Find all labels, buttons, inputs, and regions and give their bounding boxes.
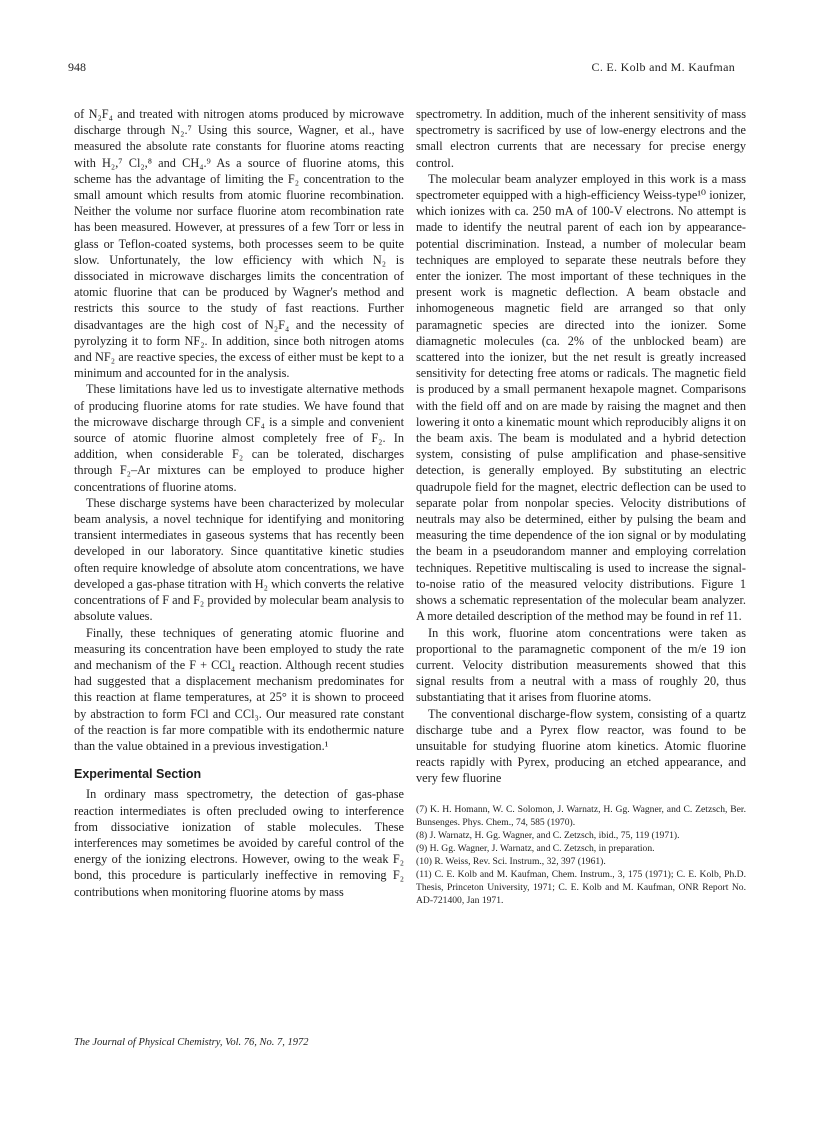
reference-item: (11) C. E. Kolb and M. Kaufman, Chem. Instrum., 3, 175 (1971); C. E. Kolb, Ph.D. Thesis, Princeton University, 1971; C. E. Kolb and M. Kaufman, ONR Report No. AD-721400, Jan 1971. [416, 869, 746, 907]
reference-item: (7) K. H. Homann, W. C. Solomon, J. Warnatz, H. Gg. Wagner, and C. Zetzsch, Ber. Bunsenges. Phys. Chem., 74, 585 (1970). [416, 803, 746, 828]
paragraph: These discharge systems have been characterized by molecular beam analysis, a novel technique for identifying and monitoring transient intermediates in gaseous systems that has recently been developed in our laboratory. Since quantitative kinetic studies often require knowledge of absolute atom concentrations, we have developed a gas-phase titration with H₂ which converts the relative concentrations of F and F₂ provided by molecular beam analysis to absolute values. [74, 495, 404, 624]
reference-item: (9) H. Gg. Wagner, J. Warnatz, and C. Zetzsch, in preparation. [416, 842, 655, 854]
right-column [416, 106, 746, 907]
journal-footer: The Journal of Physical Chemistry, Vol. 76, No. 7, 1972 [74, 1037, 309, 1048]
references [416, 803, 746, 908]
paragraph: of N₂F₄ and treated with nitrogen atoms produced by microwave discharge through N₂.⁷ Using this source, Wagner, et al., have measured the absolute rate constants for fluorine atoms reacting with H₂,⁷ Cl₂,⁸ and CH₄.⁹ As a source of fluorine atoms, this scheme has the advantage of limiting the F₂ concentration to the small amount which results from atomic fluorine recombination. Neither the volume nor surface fluorine atom recombination rate has been measured. However, at pressures of a few Torr or less in glass or Teflon-coated systems, both processes seem to be quite slow. Unfortunately, the low efficiency with which N₂ is dissociated in microwave discharges limits the concentration of atomic fluorine that can be produced by Wagner's method and restricts this source to the study of fast reactions. Further disadvantages are the high cost of N₂F₄ and the necessity of pyrolyzing it to form NF₂. In addition, since both nitrogen atoms and NF₂ are reactive species, the excess of either must be kept to a minimum and accounted for in the analysis. [74, 107, 404, 381]
paragraph: In this work, fluorine atom concentrations were taken as proportional to the paramagnetic component of the m/e 19 ion current. Velocity distribution measurements showed that this signal results from a neutral with a mass of roughly 20, thus substantiating that it arises from fluorine atoms. [416, 625, 746, 705]
paragraph: spectrometry. In addition, much of the inherent sensitivity of mass spectrometry is sacrificed by use of low-energy electrons and the small electron currents that are necessary for precise energy control. [416, 107, 746, 170]
page-number: 948 [68, 60, 86, 74]
paragraph: The conventional discharge-flow system, consisting of a quartz discharge tube and a Pyrex flow reactor, was found to be unsuitable for studying fluorine atom kinetics. Atomic fluorine reacts rapidly with Pyrex, producing an etched appearance, and very few fluorine [416, 706, 746, 786]
paragraph: These limitations have led us to investigate alternative methods of producing fluorine atoms for rate studies. We have found that the microwave discharge through CF₄ is a simple and convenient source of atomic fluorine almost completely free of F₂. In addition, when considerable F₂ can be tolerated, discharges through F₂–Ar mixtures can be employed to produce higher concentrations of fluorine atoms. [74, 382, 404, 494]
running-head-authors: C. E. Kolb and M. Kaufman [591, 60, 735, 74]
paragraph: In ordinary mass spectrometry, the detection of gas-phase reaction intermediates is often precluded owing to interference from dissociative ionization of stable molecules. These interferences may sometimes be avoided by careful control of the energy of the ionizing electrons. However, owing to the weak F₂ bond, this procedure is particularly ineffective in removing F₂ contributions when monitoring fluorine atoms by mass [74, 787, 404, 899]
section-heading: Experimental Section [74, 767, 202, 782]
reference-item: (8) J. Warnatz, H. Gg. Wagner, and C. Zetzsch, ibid., 75, 119 (1971). [416, 829, 680, 841]
paragraph: Finally, these techniques of generating atomic fluorine and measuring its concentration have been employed to study the rate and mechanism of the F + CCl₄ reaction. Although recent studies had suggested that a displacement mechanism predominates for this reaction at flame temperatures, at 25° it is shown to proceed by abstraction to form FCl and CCl₃. Our measured rate constant of the reaction is far more compatible with its endothermic nature than the value obtained in a previous investigation.¹ [74, 625, 404, 753]
reference-item: (10) R. Weiss, Rev. Sci. Instrum., 32, 397 (1961). [416, 855, 606, 867]
paragraph: The molecular beam analyzer employed in this work is a mass spectrometer equipped with a high-efficiency Weiss-type¹⁰ ionizer, which ionizes with ca. 250 mA of 100-V electrons. No attempt is made to identify the neutral parent of each ion by appearance-potential discrimination. Instead, a number of molecular beam techniques are employed to separate these neutrals before they enter the ionizer. The most important of these techniques in the present work is magnetic deflection. A beam obstacle and inhomogeneous magnetic field are arranged so that only paramagnetic species are directed into the ionizer. Some diamagnetic molecules (ca. 2% of the unblocked beam) are scattered into the ionizer, but the net result is greatly increased sensitivity for detecting free atoms or radicals. The magnetic field is produced by a small permanent hexapole magnet. Comparisons with the field off and on are made by raising the magnet and then lowering it onto a kinematic mount which reproducibly aligns it on the beam axis. The beam is modulated and a hybrid detection system, consisting of pulse amplification and phase-sensitive detection, is generally employed. By substituting an electric quadrupole field for the magnet, electric deflection can be used to separate polar from nonpolar species. Velocity distributions of neutrals may also be determined, either by pulsing the beam and measuring the time dependence of the ion signal or by modulating the beam in a pseudorandom manner and employing correlation techniques. Repetitive multiscaling is used to increase the signal-to-noise ratio of the measured velocity distributions. Figure 1 shows a schematic representation of the molecular beam analyzer. A more detailed description of the method may be found in ref 11. [416, 171, 746, 624]
left-column [74, 106, 404, 900]
